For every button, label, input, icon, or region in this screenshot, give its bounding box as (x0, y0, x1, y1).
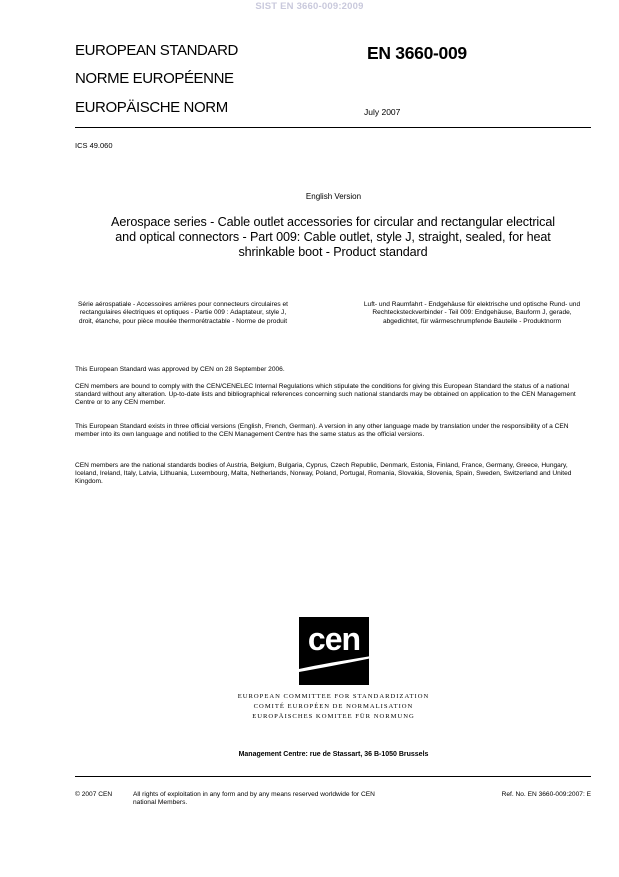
cen-logo (299, 617, 369, 685)
committee-names (0, 692, 619, 722)
reference-number: Ref. No. EN 3660-009:2007: E (501, 791, 591, 798)
committee-name-de: EUROPÄISCHES KOMITEE FÜR NORMUNG (252, 713, 415, 720)
footer-rule (75, 776, 591, 777)
header-rule (75, 127, 591, 128)
watermark: SIST EN 3660-009:2009 (255, 1, 364, 12)
standard-number: EN 3660-009 (367, 43, 467, 63)
version-label: English Version (305, 192, 362, 201)
rights-notice: All rights of exploitation in any form and by any means reserved worldwide for CEN national Members. (133, 791, 375, 806)
approval-paragraph: This European Standard was approved by CEN on 28 September 2006. (75, 366, 285, 373)
logo-text: cen (307, 621, 361, 657)
org-name-de: EUROPÄISCHE NORM (75, 99, 228, 116)
document-title: Aerospace series - Cable outlet accessories for circular and rectangular electrical and optical connectors - Part 009: Cable outlet, style J, straight, sealed, for heat shrinkable boot - Product standard (111, 215, 555, 259)
title-german: Luft- und Raumfahrt - Endgehäuse für elektrische und optische Rund- und Rechtecksteckverbinder - Teil 009: Endgehäuse, Bauform J, gerade, abgedichtet, für wärmeschrumpfende Bauteile - Produktnorm (363, 301, 581, 325)
org-name-en: EUROPEAN STANDARD (75, 42, 238, 59)
org-name-fr: NORME EUROPÉENNE (75, 70, 234, 87)
publication-date: July 2007 (364, 107, 401, 117)
ics-code: ICS 49.060 (75, 141, 113, 150)
title-french: Série aérospatiale - Accessoires arrières pour connecteurs circulaires et rectangulaires électriques et optiques - Partie 009 : Adaptateur, style J, droit, étanche, pour pièce moulée thermorétractable - Norme de produit (78, 301, 288, 325)
versions-paragraph: This European Standard exists in three official versions (English, French, German). A version in any other language made by translation under the responsibility of a CEN member into its own language and notified to the CEN Management Centre has the same status as the official versions. (75, 423, 569, 439)
compliance-paragraph: CEN members are bound to comply with the CEN/CENELEC Internal Regulations which stipulate the conditions for giving this European Standard the status of a national standard without any alteration. Up-to-date lists and bibliographical references concerning such national standards may be obtained on application to the CEN Management Centre or to any CEN member. (75, 383, 576, 407)
management-centre: Management Centre: rue de Stassart, 36 B-1050 Brussels (238, 751, 429, 758)
committee-name-en: EUROPEAN COMMITTEE FOR STANDARDIZATION (237, 693, 430, 700)
copyright: © 2007 CEN (75, 791, 113, 798)
members-paragraph: CEN members are the national standards bodies of Austria, Belgium, Bulgaria, Cyprus, Czech Republic, Denmark, Estonia, Finland, France, Germany, Greece, Hungary, Iceland, Ireland, Italy, Latvia, Lithuania, Luxembourg, Malta, Netherlands, Norway, Poland, Portugal, Romania, Slovakia, Slovenia, Spain, Sweden, Switzerland and United Kingdom. (75, 462, 572, 486)
committee-name-fr: COMITÉ EUROPÉEN DE NORMALISATION (253, 703, 414, 710)
